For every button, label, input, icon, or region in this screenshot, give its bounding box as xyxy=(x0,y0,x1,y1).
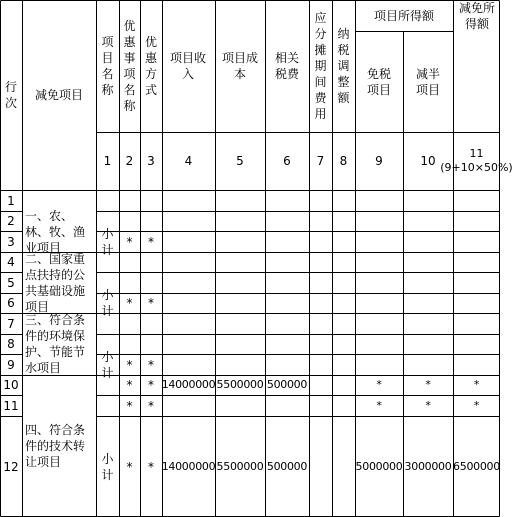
preference-method-cell: * xyxy=(148,234,154,249)
preference-method-cell xyxy=(140,190,162,211)
reduced-cell xyxy=(453,190,500,211)
cost-cell xyxy=(215,252,265,272)
cost-cell xyxy=(215,231,265,252)
reduced-cell xyxy=(453,211,500,231)
header-half: 减半项目 xyxy=(415,66,440,97)
half-cell xyxy=(403,293,453,313)
column-number: 5 xyxy=(236,154,244,168)
row-number: 11 xyxy=(3,398,19,413)
exempt-cell xyxy=(355,231,403,252)
cost-cell xyxy=(215,211,265,231)
preference-name-cell xyxy=(119,211,140,231)
reduced-cell xyxy=(453,252,500,272)
preference-name-cell: * xyxy=(126,459,133,474)
taxes-cell xyxy=(265,395,309,416)
cost-cell xyxy=(215,395,265,416)
income-cell xyxy=(162,190,215,211)
half-cell xyxy=(403,211,453,231)
preference-name-cell: * xyxy=(126,357,133,372)
column-number: 6 xyxy=(283,154,291,168)
row-number: 2 xyxy=(7,214,15,228)
group-label: 四、符合条件的技术转让项目 xyxy=(25,423,86,469)
taxes-cell xyxy=(265,293,309,313)
taxes-cell xyxy=(265,272,309,293)
column-number: 7 xyxy=(316,154,325,168)
header-apportioned-expense: 应 分 摊 期 间 费 用 xyxy=(314,11,327,121)
exempt-cell xyxy=(355,334,403,354)
preference-name-cell: * xyxy=(126,378,133,392)
header-cost: 项目成本 xyxy=(221,51,258,81)
row-number: 3 xyxy=(7,234,15,249)
taxes-cell xyxy=(265,354,309,375)
cost-cell xyxy=(215,272,265,293)
income-cell xyxy=(162,313,215,334)
preference-method-cell xyxy=(140,252,162,272)
income-cell: 14000000 xyxy=(161,378,216,391)
group-label: 二、国家重点扶持的公共基础设施项目 xyxy=(25,251,86,314)
half-cell xyxy=(403,313,453,334)
preference-method-cell xyxy=(140,211,162,231)
reduced-cell xyxy=(453,272,500,293)
row-number: 5 xyxy=(7,275,15,290)
column-number: 1 xyxy=(103,154,112,168)
half-cell xyxy=(403,272,453,293)
column-number: 9 xyxy=(375,154,383,168)
reduced-cell xyxy=(453,231,500,252)
exempt-cell xyxy=(355,252,403,272)
preference-method-cell: * xyxy=(148,398,154,413)
income-cell xyxy=(162,272,215,293)
cost-cell xyxy=(215,293,265,313)
exempt-cell: * xyxy=(376,398,382,412)
project-name-cell: 小 计 xyxy=(101,451,114,482)
header-preference-method: 优 惠 方 式 xyxy=(144,35,157,97)
preference-name-cell xyxy=(119,272,140,293)
cost-cell xyxy=(215,190,265,211)
row-number: 10 xyxy=(3,378,19,392)
exempt-cell xyxy=(355,354,403,375)
half-cell xyxy=(403,190,453,211)
preference-method-cell xyxy=(140,334,162,354)
preference-method-cell xyxy=(140,313,162,334)
cost-cell xyxy=(215,354,265,375)
cost-cell: 5500000 xyxy=(216,378,264,391)
project-name-cell: 小 计 xyxy=(101,288,114,318)
half-cell xyxy=(403,334,453,354)
cost-cell xyxy=(215,334,265,354)
column-number: 3 xyxy=(147,154,155,168)
income-cell xyxy=(162,211,215,231)
preference-method-cell: * xyxy=(148,459,154,474)
half-cell: 3000000 xyxy=(404,459,452,473)
taxes-cell: 500000 xyxy=(266,459,308,473)
exempt-cell xyxy=(355,293,403,313)
income-cell: 14000000 xyxy=(161,459,216,473)
header-taxes: 相关税费 xyxy=(274,51,299,81)
exempt-cell: * xyxy=(376,378,382,391)
preference-method-cell: * xyxy=(148,357,154,372)
preference-name-cell: * xyxy=(126,398,133,413)
half-cell xyxy=(403,354,453,375)
taxes-cell xyxy=(265,211,309,231)
header-tax-adjustment: 纳 税 调 整 额 xyxy=(337,27,350,105)
project-name-cell: 小 计 xyxy=(101,226,114,257)
row-number: 12 xyxy=(3,459,19,474)
exempt-cell xyxy=(355,190,403,211)
taxes-cell xyxy=(265,334,309,354)
header-preference-name: 优 惠 事 项 名 称 xyxy=(123,19,136,113)
taxes-cell xyxy=(265,252,309,272)
income-cell xyxy=(162,395,215,416)
income-cell xyxy=(162,334,215,354)
row-number: 4 xyxy=(7,255,15,269)
reduced-cell: * xyxy=(473,398,480,412)
cost-cell xyxy=(215,313,265,334)
row-number: 6 xyxy=(7,296,15,310)
half-cell xyxy=(403,231,453,252)
header-project-name: 项 目 名 称 xyxy=(101,35,114,97)
preference-name-cell xyxy=(119,190,140,211)
header-item: 减免项目 xyxy=(34,88,83,102)
project-name-cell: 小 计 xyxy=(101,349,114,380)
taxes-cell xyxy=(265,190,309,211)
header-exempt: 免税项目 xyxy=(366,66,391,97)
column-number: 2 xyxy=(125,154,134,168)
row-number: 8 xyxy=(7,337,15,351)
reduced-cell: * xyxy=(473,378,480,391)
header-project-income-group: 项目所得额 xyxy=(373,8,434,23)
exempt-cell xyxy=(355,272,403,293)
preference-name-cell: * xyxy=(126,234,133,249)
column-number: 8 xyxy=(339,154,348,168)
preference-name-cell xyxy=(119,334,140,354)
preference-method-cell xyxy=(140,272,162,293)
preference-method-cell: * xyxy=(148,378,154,392)
preference-name-cell xyxy=(119,313,140,334)
header-income: 项目收入 xyxy=(169,51,206,81)
taxes-cell: 500000 xyxy=(266,378,308,391)
reduced-cell xyxy=(453,334,500,354)
group-label: 一、农、林、牧、渔业项目 xyxy=(25,208,86,255)
row-number: 1 xyxy=(7,193,15,208)
exempt-cell: 5000000 xyxy=(355,459,403,473)
column-number: 10 xyxy=(420,154,436,168)
income-cell xyxy=(162,252,215,272)
reduced-cell: 6500000 xyxy=(453,459,500,473)
exempt-cell xyxy=(355,313,403,334)
income-cell xyxy=(162,354,215,375)
row-number: 7 xyxy=(7,316,15,331)
row-number: 9 xyxy=(7,357,15,372)
header-row-number: 行 次 xyxy=(4,80,17,110)
column-number: 11 (9+10×50%) xyxy=(440,147,513,174)
preference-method-cell: * xyxy=(148,296,154,310)
preference-name-cell xyxy=(119,252,140,272)
income-cell xyxy=(162,293,215,313)
half-cell: * xyxy=(425,398,431,412)
preference-name-cell: * xyxy=(126,296,133,310)
taxes-cell xyxy=(265,313,309,334)
exempt-cell xyxy=(355,211,403,231)
column-number: 4 xyxy=(184,154,193,168)
reduced-cell xyxy=(453,293,500,313)
income-cell xyxy=(162,231,215,252)
header-reduced-income: 减免所得额 xyxy=(458,0,495,31)
cost-cell: 5500000 xyxy=(216,459,264,473)
half-cell: * xyxy=(425,378,431,391)
reduced-cell xyxy=(453,313,500,334)
group-label: 三、符合条件的环境保护、节能节水项目 xyxy=(25,313,86,375)
reduced-cell xyxy=(453,354,500,375)
taxes-cell xyxy=(265,231,309,252)
half-cell xyxy=(403,252,453,272)
